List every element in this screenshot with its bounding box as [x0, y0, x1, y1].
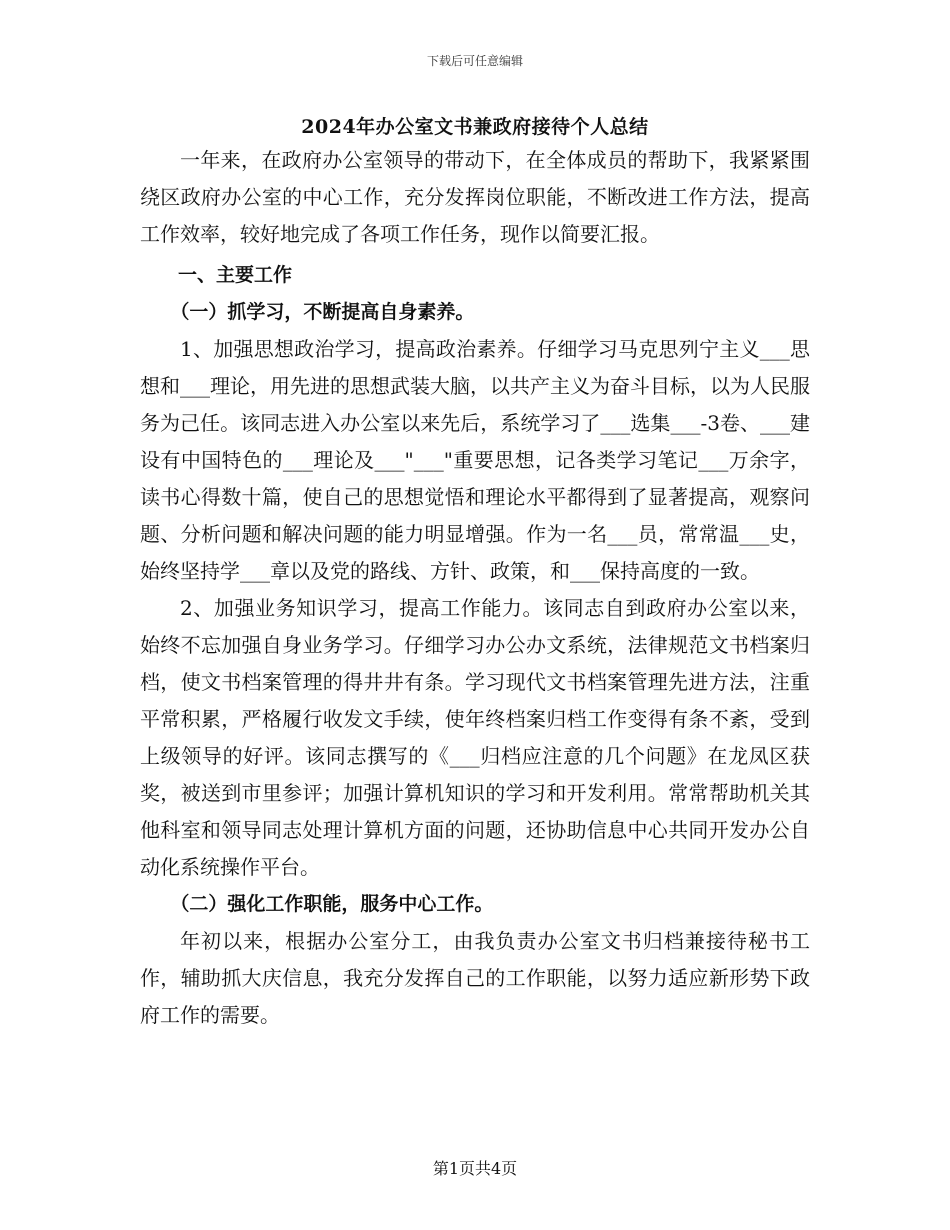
paragraph-political-study: 1、加强思想政治学习，提高政治素养。仔细学习马克思列宁主义___思想和___理论，用先进的思想武装大脑，以共产主义为奋斗目标，以为人民服务为己任。该同志进入办公室以来先后，系统学习了___选集___-3卷、___建设有中国特色的___理论及___"___"重要思想，记各类学习笔记___万余字，读书心得数十篇，使自己的思想觉悟和理论水平都得到了显著提高，观察问题、分析问题和解决问题的能力明显增强。作为一名___员，常常温___史，始终坚持学___章以及党的路线、方针、政策，和___保持高度的一致。 — [140, 337, 810, 583]
paragraph-business-study: 2、加强业务知识学习，提高工作能力。该同志自到政府办公室以来，始终不忘加强自身业务学习。仔细学习办公办文系统，法律规范文书档案归档，使文书档案管理的得井井有条。学习现代文书档案管理先进方法，注重平常积累，严格履行收发文手续，使年终档案归档工作变得有条不紊，受到上级领导的好评。该同志撰写的《___归档应注意的几个问题》在龙凤区获奖，被送到市里参评；加强计算机知识的学习和开发利用。常常帮助机关其他科室和领导同志处理计算机方面的问题，还协助信息中心共同开发办公自动化系统操作平台。 — [140, 596, 810, 879]
section-heading-main-work: 一、主要工作 — [178, 264, 293, 286]
page-number-footer: 第1页共4页 — [432, 1159, 518, 1178]
document-body — [140, 112, 810, 1034]
subheading-work-function: （二）强化工作职能，服务中心工作。 — [170, 893, 494, 915]
subheading-study: （一）抓学习，不断提高自身素养。 — [170, 301, 475, 323]
intro-paragraph: 一年来，在政府办公室领导的带动下，在全体成员的帮助下，我紧紧围绕区政府办公室的中心工作，充分发挥岗位职能，不断改进工作方法，提高工作效率，较好地完成了各项工作任务，现作以简要汇报。 — [140, 148, 810, 246]
header-note: 下载后可任意编辑 — [426, 54, 523, 68]
document-title: 2024年办公室文书兼政府接待个人总结 — [301, 116, 649, 138]
paragraph-duties: 年初以来，根据办公室分工，由我负责办公室文书归档兼接待秘书工作，辅助抓大庆信息，我充分发挥自己的工作职能，以努力适应新形势下政府工作的需要。 — [140, 929, 810, 1027]
